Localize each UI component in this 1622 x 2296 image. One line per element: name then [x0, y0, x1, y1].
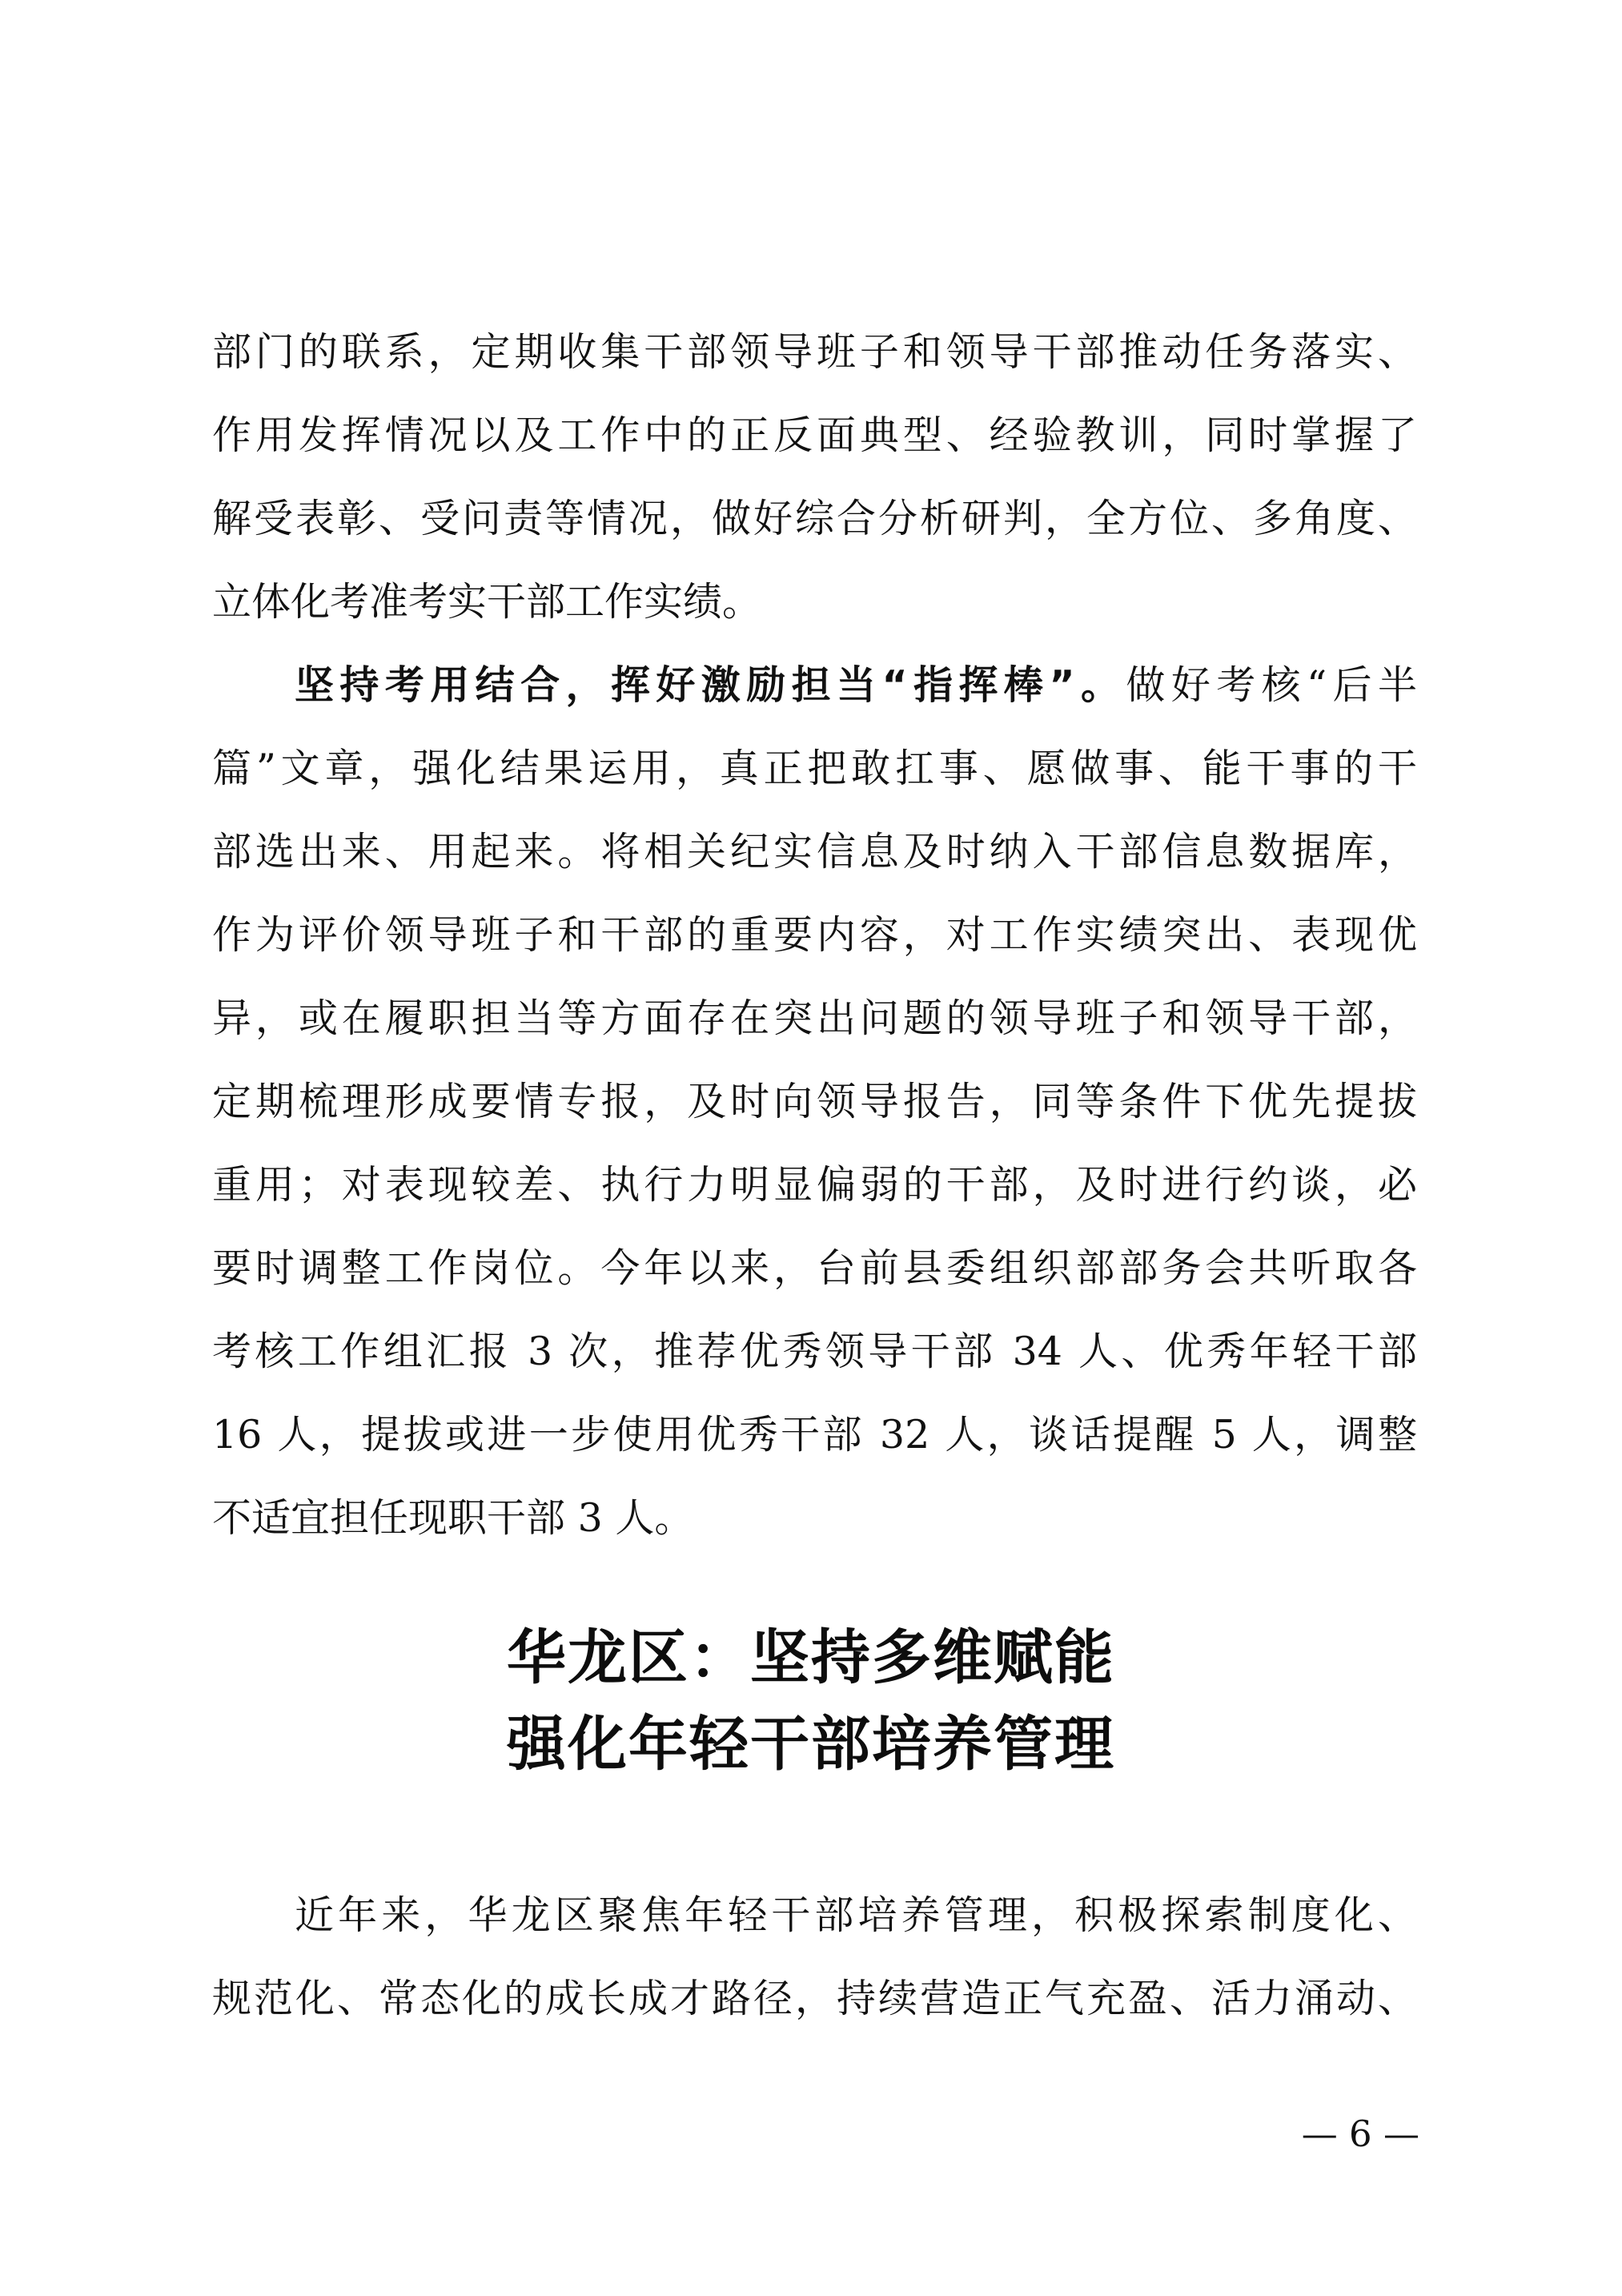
- text-line: 部门的联系，定期收集干部领导班子和领导干部推动任务落实、: [212, 329, 1417, 375]
- page-number: — 6 —: [1301, 2113, 1419, 2155]
- text-line: 作用发挥情况以及工作中的正反面典型、经验教训，同时掌握了: [212, 412, 1417, 458]
- text-line: 要时调整工作岗位。今年以来，台前县委组织部部务会共听取各: [212, 1245, 1417, 1291]
- text-line: 定期梳理形成要情专报，及时向领导报告，同等条件下优先提拔: [212, 1079, 1417, 1124]
- text-line: 考核工作组汇报 3 次，推荐优秀领导干部 34 人、优秀年轻干部: [212, 1329, 1417, 1374]
- text-line: 解受表彰、受问责等情况，做好综合分析研判，全方位、多角度、: [212, 496, 1417, 541]
- text-line: 立体化考准考实干部工作实绩。: [212, 579, 762, 625]
- text-line: 篇”文章，强化结果运用，真正把敢扛事、愿做事、能干事的干: [212, 746, 1417, 791]
- section-title-line-2: 强化年轻干部培养管理: [507, 1710, 1115, 1779]
- paragraph-first-line: [295, 644, 1417, 727]
- section-title-line-1: 华龙区：坚持多维赋能: [507, 1623, 1115, 1692]
- text-line: 近年来，华龙区聚焦年轻干部培养管理，积极探索制度化、: [295, 1892, 1417, 1938]
- text-line: 重用；对表现较差、执行力明显偏弱的干部，及时进行约谈，必: [212, 1162, 1417, 1208]
- text-line: 作为评价领导班子和干部的重要内容，对工作实绩突出、表现优: [212, 912, 1417, 958]
- text-line: 不适宜担任现职干部 3 人。: [212, 1495, 694, 1541]
- paragraph-first-line-text: 做好考核“后半: [1126, 662, 1417, 708]
- text-line: 异，或在履职担当等方面存在突出问题的领导班子和领导干部，: [212, 995, 1417, 1041]
- text-line: 规范化、常态化的成长成才路径，持续营造正气充盈、活力涌动、: [212, 1976, 1417, 2021]
- paragraph-lead: 坚持考用结合，挥好激励担当“指挥棒”。: [295, 662, 1126, 708]
- text-line: 部选出来、用起来。将相关纪实信息及时纳入干部信息数据库，: [212, 829, 1417, 875]
- text-line: 16 人，提拔或进一步使用优秀干部 32 人，谈话提醒 5 人，调整: [212, 1412, 1417, 1458]
